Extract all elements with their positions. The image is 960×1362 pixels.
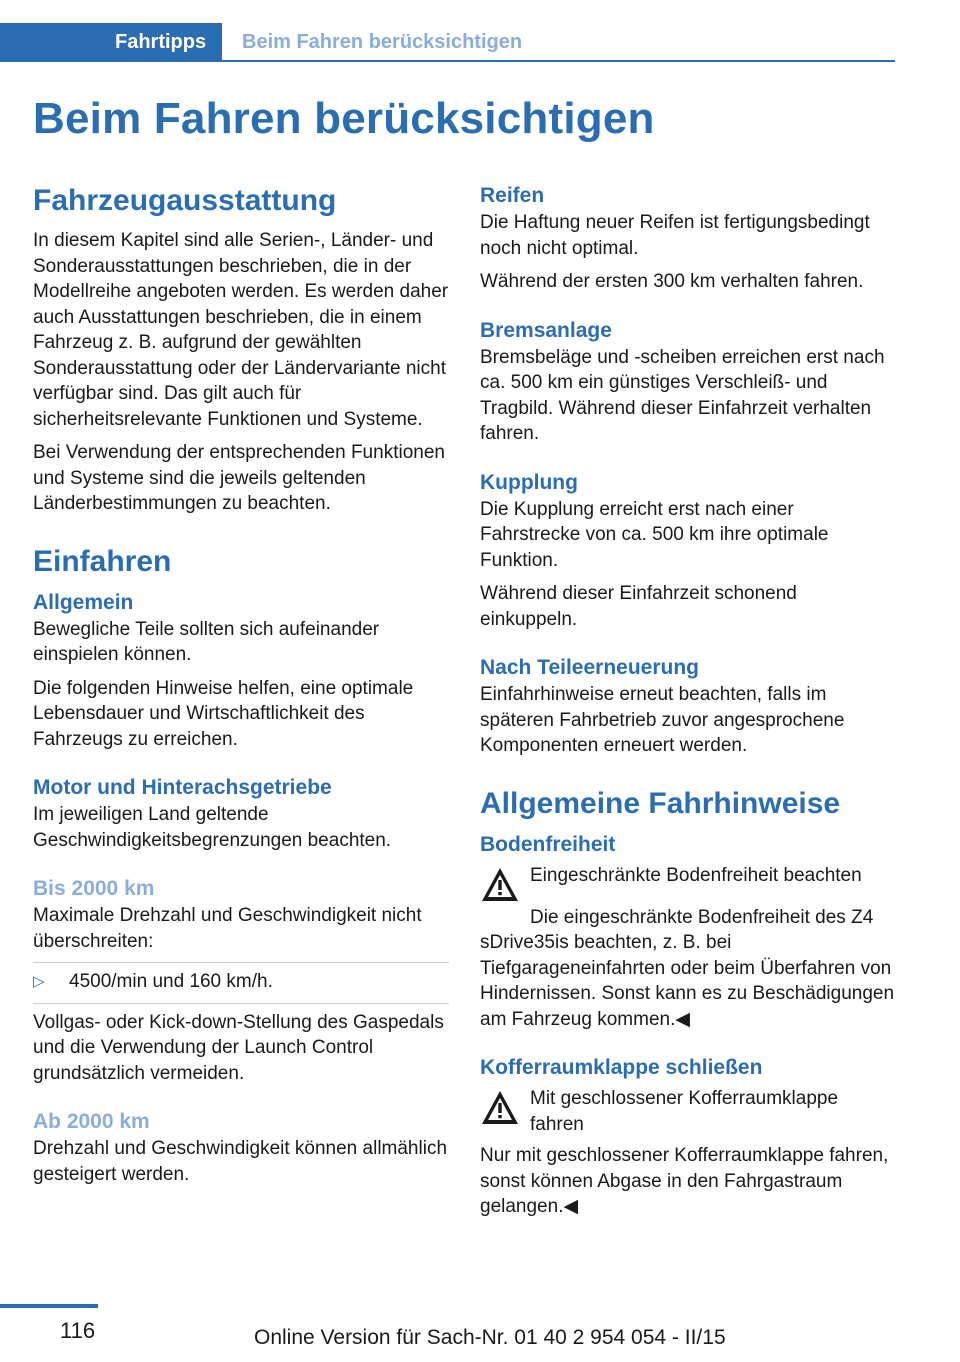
chapter-tab: Fahrtipps	[0, 23, 222, 62]
page-number: 116	[60, 1318, 96, 1343]
subsection-title-kupplung: Kupplung	[480, 470, 578, 494]
section-title-einfahren: Einfahren	[33, 544, 172, 578]
paragraph: Während dieser Einfahrzeit schonend einkuppeln.	[480, 583, 797, 630]
warning-title: Eingeschränkte Bodenfreiheit beachten	[530, 864, 862, 886]
page-title: Beim Fahren berücksichtigen	[33, 94, 655, 143]
subsection-title-allgemein: Allgemein	[33, 590, 134, 614]
section-tab: Beim Fahren berücksichtigen	[242, 31, 523, 53]
warning-triangle-icon	[480, 865, 520, 905]
divider	[33, 1003, 449, 1004]
warning-notice	[480, 863, 896, 905]
divider	[33, 962, 449, 963]
subsection-title-reifen: Reifen	[480, 184, 545, 207]
subsection-title-kofferraumklappe: Kofferraumklappe schließen	[480, 1056, 763, 1079]
subsection-title-teileerneuerung: Nach Teileerneuerung	[480, 656, 700, 679]
subsection-title-bis-2000: Bis 2000 km	[33, 877, 155, 900]
subsection-title-ab-2000: Ab 2000 km	[33, 1110, 150, 1133]
warning-notice	[480, 1086, 896, 1143]
paragraph: Bei Verwendung der entsprechenden Funktionen und Systeme sind die jeweils geltenden Länderbestimmungen zu beachten.	[33, 442, 445, 514]
paragraph: Einfahrhinweise erneut beachten, falls im späteren Fahrbetrieb zuvor angesprochene Komponenten erneuert werden.	[480, 684, 845, 756]
paragraph: Die eingeschränkte Bodenfreiheit des Z4 sDrive35is beachten, z. B. bei Tiefgarageneinfahrten oder beim Überfahren von Hindernissen. Sonst kann es zu Beschädigungen am Fahrzeug kommen.◀	[480, 906, 895, 1030]
page-header	[0, 0, 960, 64]
paragraph: Vollgas- oder Kick-down-Stellung des Gaspedals und die Verwendung der Launch Control grundsätzlich vermeiden.	[33, 1011, 444, 1084]
paragraph: Drehzahl und Geschwindigkeit können allmählich gesteigert werden.	[33, 1138, 448, 1185]
paragraph: Im jeweiligen Land geltende Geschwindigkeitsbegrenzungen beachten.	[33, 804, 392, 851]
header-rule	[222, 60, 895, 62]
paragraph: Während der ersten 300 km verhalten fahren.	[480, 271, 864, 292]
subsection-title-bremsanlage: Bremsanlage	[480, 318, 612, 342]
footer-rule	[0, 1304, 98, 1308]
paragraph: Die Haftung neuer Reifen ist fertigungsbedingt noch nicht optimal.	[480, 212, 870, 259]
paragraph: Maximale Drehzahl und Geschwindigkeit nicht überschreiten:	[33, 905, 422, 952]
paragraph: Bremsbeläge und -scheiben erreichen erst nach ca. 500 km ein günstiges Verschleiß- und Tragbild. Während dieser Einfahrzeit verhalten fahren.	[480, 346, 885, 444]
warning-triangle-icon	[480, 1088, 520, 1128]
paragraph: In diesem Kapitel sind alle Serien-, Länder- und Sonderausstattungen beschrieben, die in der Modellreihe angeboten werden. Es werden daher auch Ausstattungen beschrieben, die in einem Fahrzeug z. B. aufgrund der gewählten Sonderausstattung oder der Ländervariante nicht verfügbar sind. Das gilt auch für sicherheitsrelevante Funktionen und Systeme.	[33, 230, 449, 430]
paragraph: Nur mit geschlossener Kofferraumklappe fahren, sonst können Abgase in den Fahrgastraum gelangen.◀	[480, 1145, 889, 1217]
paragraph: Die Kupplung erreicht erst nach einer Fahrstrecke von ca. 500 km ihre optimale Funktion.	[480, 498, 829, 571]
section-title-fahrzeugausstattung: Fahrzeugausstattung	[33, 184, 337, 217]
right-column	[480, 182, 896, 1228]
paragraph: Die folgenden Hinweise helfen, eine optimale Lebensdauer und Wirtschaftlichkeit des Fahrzeugs zu erreichen.	[33, 677, 414, 750]
warning-title: Mit geschlossener Kofferraumklappe fahren	[530, 1088, 839, 1135]
left-column	[33, 182, 449, 1195]
section-title-fahrhinweise: Allgemeine Fahrhinweise	[480, 786, 841, 820]
paragraph: Bewegliche Teile sollten sich aufeinander einspielen können.	[33, 618, 380, 665]
online-version-note: Online Version für Sach-Nr. 01 40 2 954 054 - II/15	[254, 1326, 726, 1349]
triangle-bullet-icon: ▷	[33, 973, 45, 990]
list-item-text: 4500/min und 160 km/h.	[69, 971, 273, 992]
list-item	[33, 969, 449, 995]
subsection-title-motor: Motor und Hinterachsgetriebe	[33, 776, 332, 799]
subsection-title-bodenfreiheit: Bodenfreiheit	[480, 832, 616, 856]
